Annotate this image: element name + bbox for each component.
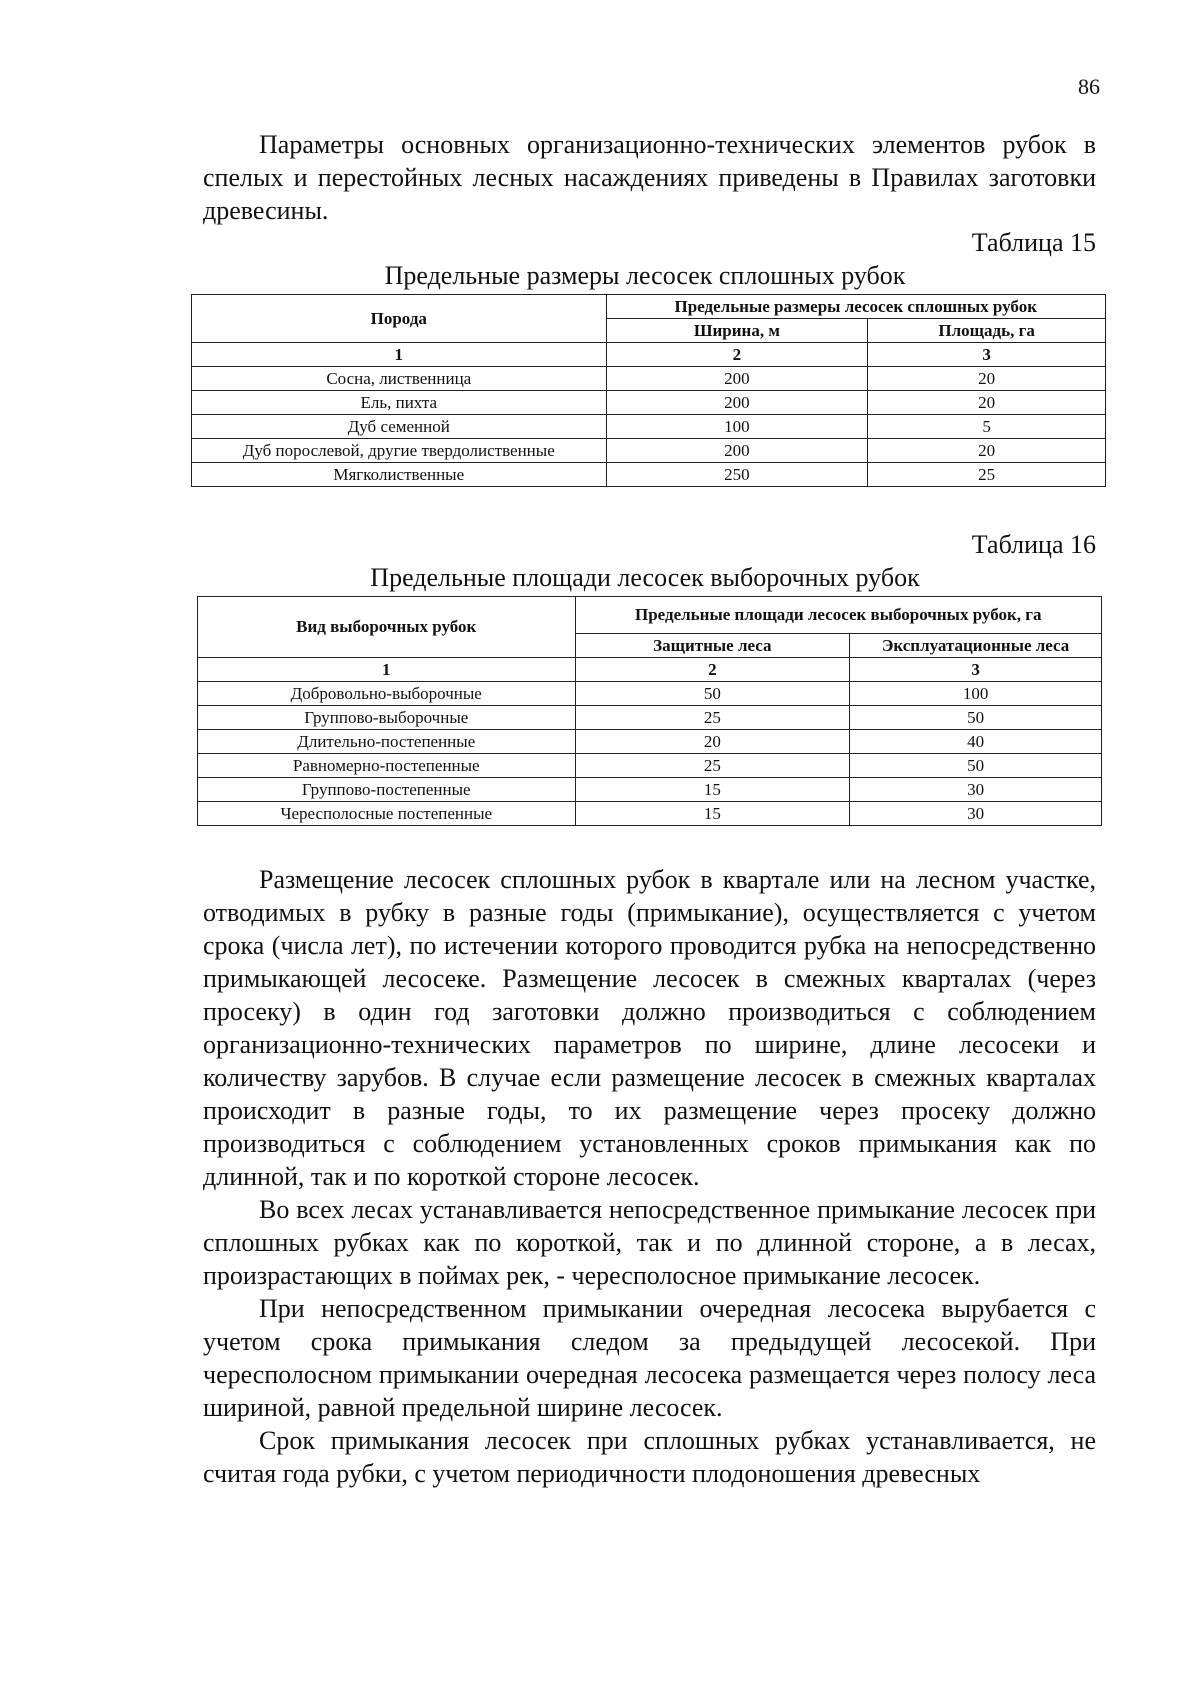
intro-paragraph: Параметры основных организационно-технических элементов рубок в спелых и перестойных лесных насаждениях приведены в Правилах заготовки древесины.: [203, 130, 1096, 225]
table-cell: 5: [868, 415, 1106, 439]
table-cell: 30: [850, 802, 1102, 826]
table-row: [198, 730, 1102, 754]
table15-group-header: Предельные размеры лесосек сплошных рубок: [606, 295, 1105, 319]
body-paragraph: Размещение лесосек сплошных рубок в квартале или на лесном участке, отводимых в рубку в разные годы (примыкание), осуществляется с учетом срока (числа лет), по истечении которого проводится рубка на непосредственно примыкающей лесосеке. Размещение лесосек в смежных кварталах (через просеку) в один год заготовки должно производиться с соблюдением организационно-технических параметров по ширине, длине лесосеки и количеству зарубов. В случае если размещение лесосек в смежных кварталах происходит в разные годы, то их размещение через просеку должно производиться с соблюдением установленных сроков примыкания как по длинной, так и по короткой стороне лесосек.: [203, 865, 1096, 1191]
table-row: [198, 754, 1102, 778]
table-cell: 20: [868, 439, 1106, 463]
table-cell: Группово-выборочные: [198, 706, 576, 730]
table-cell: 20: [575, 730, 850, 754]
table-cell: 200: [606, 367, 868, 391]
table15-number: 2: [606, 343, 868, 367]
table16-number: 2: [575, 658, 850, 682]
table15: [191, 294, 1106, 487]
page-number: 86: [1078, 74, 1100, 99]
table-cell: 30: [850, 778, 1102, 802]
table-cell: Ель, пихта: [192, 391, 607, 415]
table15-label: Таблица 15: [971, 228, 1096, 257]
table-cell: 50: [850, 754, 1102, 778]
table-cell: Сосна, лиственница: [192, 367, 607, 391]
table-cell: 25: [575, 706, 850, 730]
table-row: [192, 439, 1106, 463]
table-cell: 200: [606, 439, 868, 463]
body-text: [203, 863, 1096, 1490]
table15-number: 3: [868, 343, 1106, 367]
table-row: [198, 778, 1102, 802]
table16-col3-header: Эксплуатационные леса: [850, 634, 1102, 658]
table-cell: 50: [850, 706, 1102, 730]
table-cell: 200: [606, 391, 868, 415]
table16-label: Таблица 16: [971, 530, 1096, 559]
table16-number: 1: [198, 658, 576, 682]
table-cell: 100: [850, 682, 1102, 706]
table-cell: 100: [606, 415, 868, 439]
table15-col2-header: Ширина, м: [606, 319, 868, 343]
intro-text: [203, 128, 1096, 227]
table-cell: Дуб порослевой, другие твердолиственные: [192, 439, 607, 463]
table-cell: Равномерно-постепенные: [198, 754, 576, 778]
table15-col3-header: Площадь, га: [868, 319, 1106, 343]
table-cell: Длительно-постепенные: [198, 730, 576, 754]
table-cell: 25: [868, 463, 1106, 487]
body-paragraph: Во всех лесах устанавливается непосредственное примыкание лесосек при сплошных рубках как по короткой, так и по длинной стороне, а в лесах, произрастающих в поймах рек, - чересполосное примыкание лесосек.: [203, 1195, 1096, 1290]
table-cell: Дуб семенной: [192, 415, 607, 439]
table-cell: 15: [575, 802, 850, 826]
table-row: [198, 682, 1102, 706]
table-cell: 20: [868, 367, 1106, 391]
table16: [197, 596, 1102, 826]
table16-col1-header: Вид выборочных рубок: [198, 597, 576, 658]
body-paragraph: При непосредственном примыкании очередная лесосека вырубается с учетом срока примыкания следом за предыдущей лесосекой. При чересполосном примыкании очередная лесосека размещается через полосу леса шириной, равной предельной ширине лесосек.: [203, 1294, 1096, 1422]
body-paragraph: Срок примыкания лесосек при сплошных рубках устанавливается, не считая года рубки, с учетом периодичности плодоношения древесных: [203, 1426, 1096, 1488]
table-cell: 25: [575, 754, 850, 778]
table-cell: 15: [575, 778, 850, 802]
table16-number: 3: [850, 658, 1102, 682]
table-cell: Мягколиственные: [192, 463, 607, 487]
table-cell: Группово-постепенные: [198, 778, 576, 802]
table-row: [192, 367, 1106, 391]
table-row: [192, 415, 1106, 439]
table-cell: 250: [606, 463, 868, 487]
table15-caption: Предельные размеры лесосек сплошных рубок: [384, 261, 906, 290]
table16-group-header: Предельные площади лесосек выборочных рубок, га: [575, 597, 1101, 634]
table16-caption: Предельные площади лесосек выборочных рубок: [370, 563, 920, 592]
table-cell: 20: [868, 391, 1106, 415]
table-cell: Чересполосные постепенные: [198, 802, 576, 826]
table-row: [198, 802, 1102, 826]
table-row: [192, 463, 1106, 487]
table-row: [192, 391, 1106, 415]
table-cell: Добровольно-выборочные: [198, 682, 576, 706]
table15-number: 1: [192, 343, 607, 367]
table-cell: 40: [850, 730, 1102, 754]
table15-col1-header: Порода: [192, 295, 607, 343]
table-cell: 50: [575, 682, 850, 706]
table16-col2-header: Защитные леса: [575, 634, 850, 658]
table-row: [198, 706, 1102, 730]
